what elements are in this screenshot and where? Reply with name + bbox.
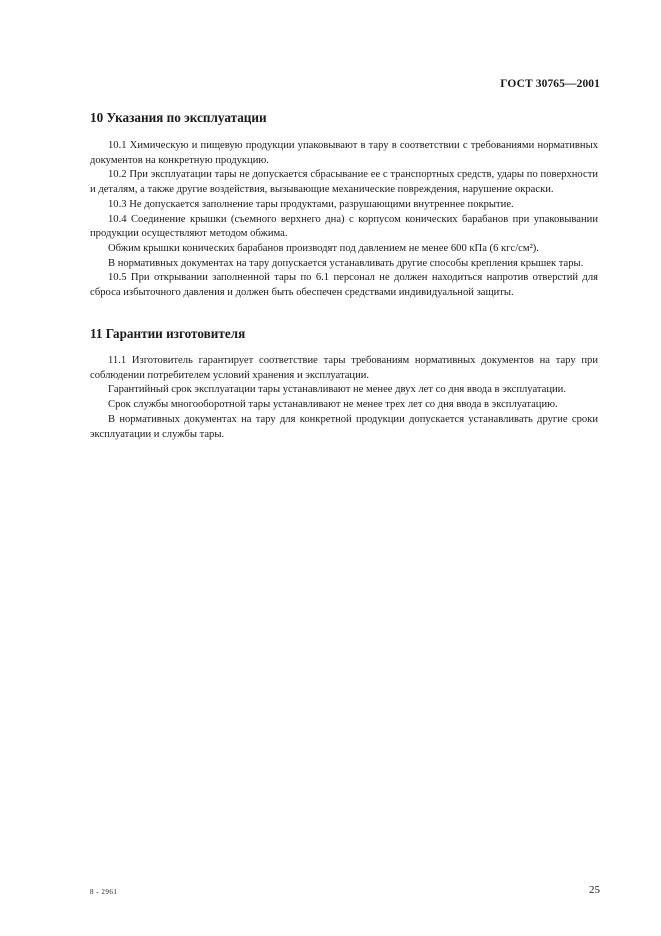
page-number: 25 xyxy=(589,884,600,896)
paragraph: В нормативных документах на тару допускается устанавливать другие способы крепления крышек тары. xyxy=(108,257,584,269)
section-10-title: 10 Указания по эксплуатации xyxy=(90,110,267,125)
print-code: 8 - 2961 xyxy=(90,888,118,896)
paragraph: 10.3 Не допускается заполнение тары продуктами, разрушающими внутреннее покрытие. xyxy=(108,198,514,210)
section-11-title: 11 Гарантии изготовителя xyxy=(90,326,246,341)
paragraph: Обжим крышки конических барабанов производят под давлением не менее 600 кПа (6 кгс/см²). xyxy=(108,242,539,254)
paragraph: 10.4 Соединение крышки (съемного верхнего дна) с корпусом конических барабанов при упаковывании продукции осуществляют методом обжима. xyxy=(90,213,598,240)
paragraph: 11.1 Изготовитель гарантирует соответствие тары требованиям нормативных документов на тару при соблюдении потребителем условий хранения и эксплуатации. xyxy=(90,355,598,381)
paragraph: Гарантийный срок эксплуатации тары устанавливают не менее двух лет со дня ввода в эксплуатации. xyxy=(108,384,566,396)
paragraph: Срок службы многооборотной тары устанавливают не менее трех лет со дня ввода в эксплуатацию. xyxy=(108,399,558,411)
paragraph: 10.1 Химическую и пищевую продукции упаковывают в тару в соответствии с требованиями нормативных документов на конкретную продукцию. xyxy=(90,140,598,166)
section-11-body xyxy=(90,354,598,442)
paragraph: 10.2 При эксплуатации тары не допускается сбрасывание ее с транспортных средств, удары по поверхности и деталям, а также другие воздействия, вызывающие механические повреждения, нарушение окраски. xyxy=(90,169,598,196)
paragraph: 10.5 При открывании заполненной тары по 6.1 персонал не должен находиться напротив отверстий для сброса избыточного давления и должен быть обеспечен средствами индивидуальной защиты. xyxy=(90,272,598,299)
paragraph: В нормативных документах на тару для конкретной продукции допускается устанавливать другие сроки эксплуатации и службы тары. xyxy=(90,413,598,440)
document-code: ГОСТ 30765—2001 xyxy=(500,78,600,90)
section-10-body xyxy=(90,139,598,301)
